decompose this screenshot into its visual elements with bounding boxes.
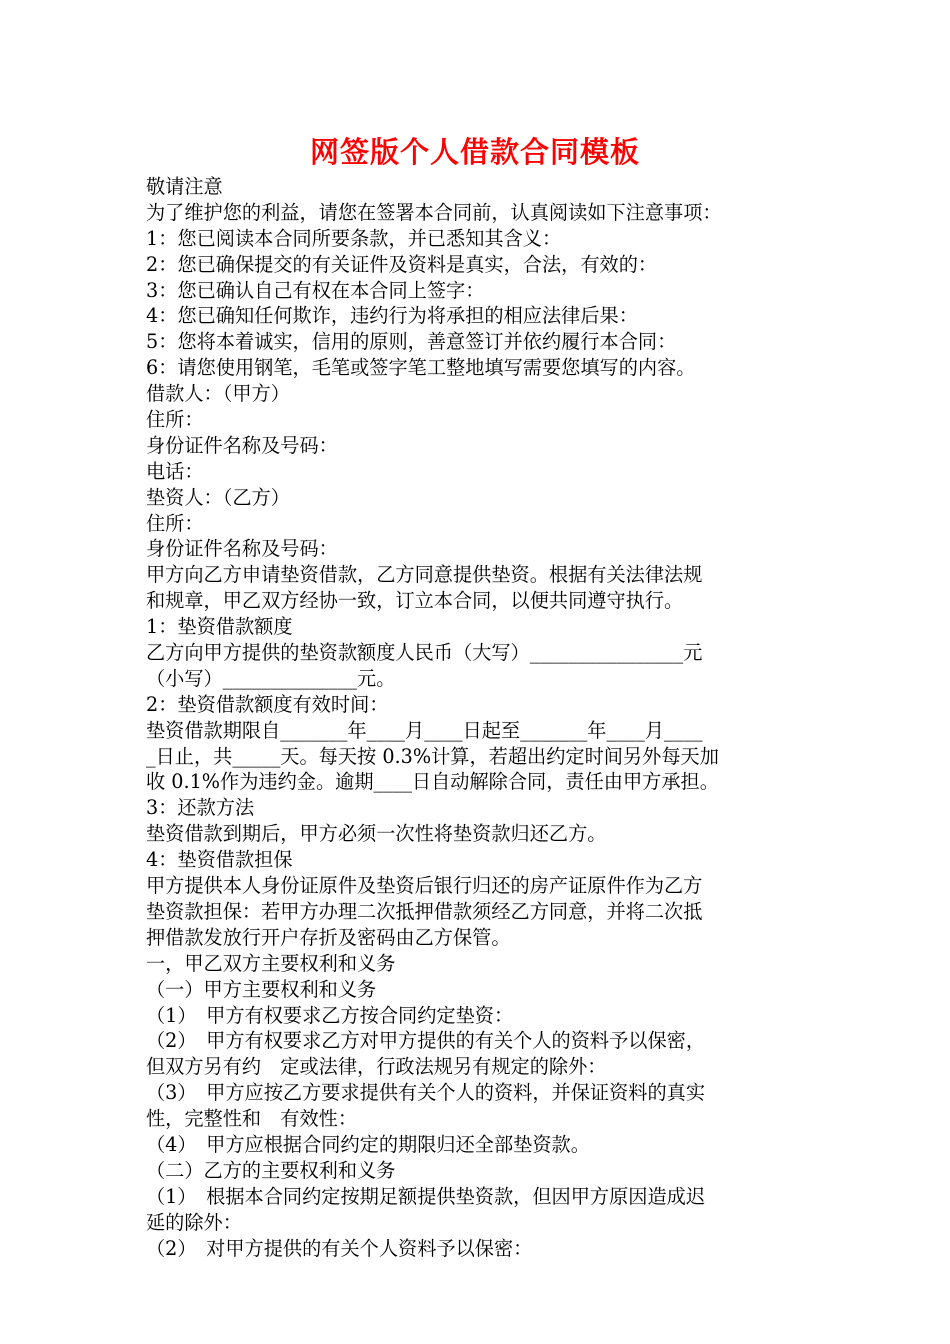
document-line: （4） 甲方应根据合同约定的期限归还全部垫资款。 — [146, 1132, 590, 1156]
document-line: 敬请注意 — [146, 175, 223, 198]
document-line: 6：请您使用钢笔，毛笔或签字笔工整地填写需要您填写的内容。 — [146, 356, 696, 380]
document-line: （1） 根据本合同约定按期足额提供垫资款，但因甲方原因造成迟 — [146, 1184, 706, 1208]
document-line: （二）乙方的主要权利和义务 — [146, 1158, 396, 1182]
document-line: （2） 甲方有权要求乙方对甲方提供的有关个人的资料予以保密， — [146, 1029, 706, 1053]
document-line: 3：还款方法 — [146, 796, 255, 820]
document-line: 5：您将本着诚实，信用的原则，善意签订并依约履行本合同： — [146, 330, 677, 354]
document-line: 4：您已确知任何欺诈，违约行为将承担的相应法律后果： — [146, 304, 638, 328]
document-line: （1） 甲方有权要求乙方按合同约定垫资： — [146, 1003, 514, 1027]
document-line: 1：垫资借款额度 — [146, 615, 293, 639]
document-line: 电话： — [146, 459, 204, 483]
document-line: 4：垫资借款担保 — [146, 848, 293, 872]
document-line: （2） 对甲方提供的有关个人资料予以保密： — [146, 1236, 533, 1260]
document-line: _日止，共_____天。每天按 0.3%计算，若超出约定时间另外每天加 — [146, 744, 719, 768]
document-line: （一）甲方主要权利和义务 — [146, 977, 377, 1001]
document-line: 乙方向甲方提供的垫资款额度人民币（大写）________________元 — [146, 641, 703, 665]
document-line: 甲方提供本人身份证原件及垫资后银行归还的房产证原件作为乙方 — [146, 874, 703, 898]
document-line: 甲方向乙方申请垫资借款，乙方同意提供垫资。根据有关法律法规 — [146, 563, 703, 587]
document-line: 一，甲乙双方主要权利和义务 — [146, 951, 396, 975]
document-line: 收 0.1%作为违约金。逾期____日自动解除合同，责任由甲方承担。 — [146, 770, 719, 794]
document-line: 垫资款担保：若甲方办理二次抵押借款须经乙方同意，并将二次抵 — [146, 899, 703, 923]
document-line: 延的除外： — [146, 1210, 242, 1234]
document-line: 但双方另有约 定或法律，行政法规另有规定的除外： — [146, 1055, 607, 1079]
document-line: 垫资人：（乙方） — [146, 485, 290, 509]
document-line: 身份证件名称及号码： — [146, 433, 338, 457]
document-line: （小写）______________元。 — [146, 666, 396, 690]
document-line: 3：您已确认自己有权在本合同上签字： — [146, 278, 485, 302]
document-line: 性，完整性和 有效性： — [146, 1107, 358, 1131]
document-line: 2：您已确保提交的有关证件及资料是真实，合法，有效的： — [146, 252, 658, 276]
document-line: 垫资借款到期后，甲方必须一次性将垫资款归还乙方。 — [146, 822, 607, 846]
document-line: 垫资借款期限自_______年____月____日起至_______年____月____ — [146, 718, 703, 742]
document-line: 1：您已阅读本合同所要条款，并已悉知其含义： — [146, 226, 562, 250]
document-line: （3） 甲方应按乙方要求提供有关个人的资料，并保证资料的真实 — [146, 1081, 706, 1105]
document-line: 2：垫资借款额度有效时间： — [146, 692, 389, 716]
document-line: 为了维护您的利益，请您在签署本合同前，认真阅读如下注意事项： — [146, 200, 722, 224]
document-line: 身份证件名称及号码： — [146, 537, 338, 561]
document-body — [146, 174, 814, 1261]
document-line: 住所： — [146, 408, 204, 432]
document-line: 押借款发放行开户存折及密码由乙方保管。 — [146, 925, 511, 949]
document-line: 借款人：（甲方） — [146, 382, 290, 406]
document-title: 网签版个人借款合同模板 — [309, 135, 640, 169]
document-line: 和规章，甲乙双方经协一致，订立本合同，以便共同遵守执行。 — [146, 589, 684, 613]
document-line: 住所： — [146, 511, 204, 535]
